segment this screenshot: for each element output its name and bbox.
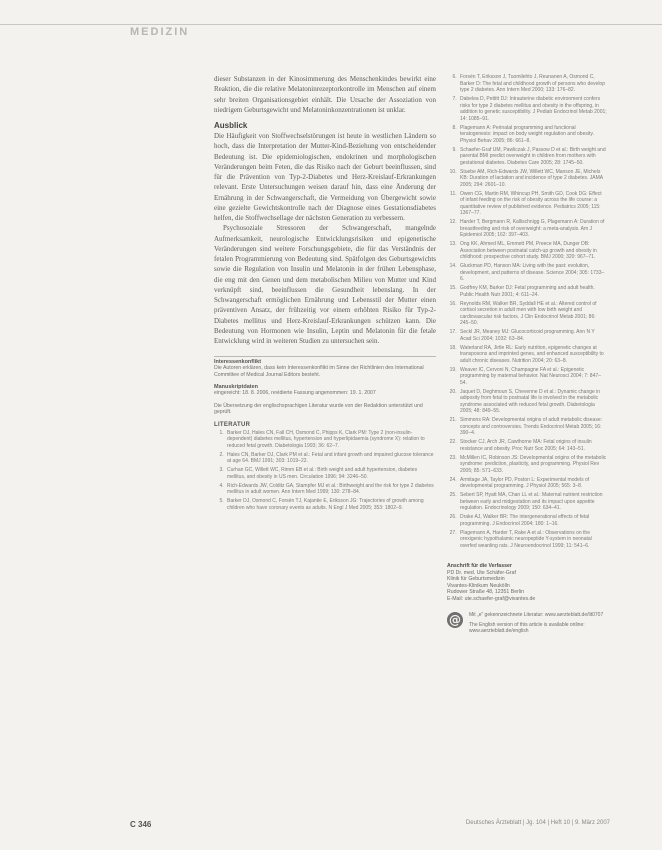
section-title: Ausblick bbox=[214, 121, 248, 130]
reference-item: 17. Seckl JR, Meaney MJ: Glucocorticoid programming. Ann N Y Acad Sci 2004; 1032: 63–84. bbox=[458, 329, 607, 342]
literature-title: LITERATUR bbox=[214, 421, 251, 428]
reference-item: 5. Barker DJ, Osmond C, Forsén TJ, Kajantie E, Eriksson JG: Trajectories of growth among children who have coronary events as adults. N Engl J Med 2005; 353: 1802–9. bbox=[225, 498, 436, 511]
page-number: C 346 bbox=[130, 820, 152, 829]
reference-item: 12. Harder T, Bergmann R, Kallischnigg G, Plagemann A: Duration of breastfeeding and risk of overweight: a meta-analysis. Am J Epidemiol 2005; 162: 397–403. bbox=[458, 219, 607, 239]
section-rubric: MEDIZIN bbox=[130, 26, 190, 38]
at-sign-icon: @ bbox=[449, 613, 461, 627]
reference-item: 11. Owen CG, Martin RM, Whincup PH, Smith GD, Cook DG: Effect of infant feeding on the risk of obesity across the life course: a quantitative review of published evidence. Pediatrics 2005; 115: 1367–77. bbox=[458, 191, 607, 217]
reference-item: 16. Reynolds RM, Walker BR, Syddall HE et al.: Altered control of cortisol secretion in adult men with low birth weight and cardiovascular risk factors. J Clin Endocrinol Metab 2001; 86: 245–50. bbox=[458, 301, 607, 327]
online-literature-link[interactable]: Mit „e“ gekennzeichnete Literatur: www.aerzteblatt.de/lit0707 bbox=[469, 612, 604, 618]
reference-item: 20. Jaquet D, Deghmoun S, Chevenne D et al.: Dynamic change in adiposity from fetal to postnatal life is involved in the metabolic syndrome associated with reduced fetal growth. Diabetologia 2005; 48: 849–55. bbox=[458, 389, 607, 415]
left-column bbox=[214, 74, 436, 514]
online-notice-text bbox=[469, 612, 609, 635]
reference-item: 23. McMillen IC, Robinson JS: Developmental origins of the metabolic syndrome: prediction, plasticity, and programming. Physiol Rev 2005; 85: 571–633. bbox=[458, 455, 607, 475]
english-version-link[interactable]: The English version of this article is available online: www.aerzteblatt.de/english bbox=[469, 621, 585, 634]
correspondence-address bbox=[447, 563, 607, 602]
reference-item: 24. Armitage JA, Taylor PD, Poston L: Experimental models of developmental programming. J Physiol 2005; 565: 3–8. bbox=[458, 477, 607, 490]
divider bbox=[214, 356, 436, 357]
address-line: Rudower Straße 48, 12351 Berlin bbox=[447, 589, 524, 595]
address-line: Vivantes-Klinikum Neukölln bbox=[447, 582, 510, 589]
journal-citation: Deutsches Ärzteblatt | Jg. 104 | Heft 10 | 9. März 2007 bbox=[465, 820, 610, 826]
reference-item: 9. Schaefer-Graf UM, Pawliczak J, Passow D et al.: Birth weight and parental BMI predict overweight in children from mothers with gestational diabetes. Diabetes Care 2005; 28: 1745–50. bbox=[458, 147, 607, 167]
right-column bbox=[447, 74, 607, 648]
reference-item: 10. Stuebe AM, Rich-Edwards JW, Willett WC, Manson JE, Michels KB: Duration of lactation and incidence of type 2 diabetes. JAMA 2005; 294: 2601–10. bbox=[458, 169, 607, 189]
reference-list-left bbox=[214, 430, 436, 512]
online-notice bbox=[447, 612, 607, 648]
address-line: Klinik für Geburtsmedizin bbox=[447, 576, 505, 582]
outlook-paragraph-1: Die Häufigkeit von Stoffwechselstörungen ist heute in westlichen Ländern so hoch, dass die Interpretation der Mutter-Kind-Beziehung von entscheidender Bedeutung ist. Die epidemiologischen, endokrinen und morphologischen Veränderungen beim Feten, die das Risiko nach der Geburt beeinflussen, sind für die Prävention von Typ-2-Diabetes und Herz-Kreislauf-Erkrankungen relevant. Erste Untersuchungen weisen darauf hin, dass eine Änderung der Ernährung in der Schwangerschaft, die Vermeidung von Übergewicht sowie eine gezielte Gewichtskontrolle nach der Diagnose eines Gestationsdiabetes helfen, die Stoffwechsellage der nächsten Generation zu verbessern. bbox=[214, 132, 436, 222]
reference-item: 1. Barker DJ, Hales CN, Fall CH, Osmond C, Phipps K, Clark PM: Type 2 (non-insulin-dependent) diabetes mellitus, hypertension and hyperlipidaemia (syndrome X): relation to reduced fetal growth. Diabetologia 1993; 36: 62–7. bbox=[225, 430, 436, 450]
address-line: PD Dr. med. Ute Schäfer-Graf bbox=[447, 569, 516, 576]
address-email[interactable]: E-Mail: ute.schaefer-graf@vivantes.de bbox=[447, 595, 536, 602]
reference-item: 8. Plagemann A: Perinatal programming and functional teratogenesis: impact on body weight regulation and obesity. Physiol Behav 2005; 86: 661–8. bbox=[458, 125, 607, 145]
translation-note: Die Übersetzung der englischsprachigen Literatur wurde von der Redaktion unterstützt und geprüft. bbox=[214, 402, 423, 416]
intro-paragraph: dieser Substanzen in der Kinosimmerung des Menschenkindes bewirkt eine Reaktion, die die relative Melatoninrezeptorkontrolle im Menschen auf einem sehr breiten Organisationsgebiet einhält. Die Ursache der Assoziation von niedrigem Geburtsgewicht und Melatoninkonzentrationen ist unklar. bbox=[214, 75, 436, 114]
header-rule bbox=[0, 24, 662, 39]
reference-item: 25. Sebert SP, Hyatt MA, Chan LL et al.: Maternal nutrient restriction between early and midgestation and its impact upon appetite regulation. Endocrinology 2009; 150: 634–41. bbox=[458, 492, 607, 512]
reference-item: 6. Forsén T, Eriksson J, Tuomilehto J, Reunanen A, Osmond C, Barker D: The fetal and childhood growth of persons who develop type 2 diabetes. Ann Intern Med 2000; 133: 176–82. bbox=[458, 74, 607, 94]
interest-text: Die Autoren erklären, dass kein Interessenkonflikt im Sinne der Richtlinien des International Committee of Medical Journal Editors besteht. bbox=[214, 365, 424, 378]
reference-item: 22. Stocker CJ, Arch JR, Cawthorne MA: Fetal origins of insulin resistance and obesity. Proc Nutr Soc 2005; 64: 143–51. bbox=[458, 439, 607, 452]
reference-item: 26. Drake AJ, Walker BR: The intergenerational effects of fetal programming. J Endocrinol 2004; 180: 1–16. bbox=[458, 514, 607, 527]
reference-item: 19. Weaver IC, Cervoni N, Champagne FA et al.: Epigenetic programming by maternal behavior. Nat Neurosci 2004; 7: 847–54. bbox=[458, 367, 607, 387]
reference-list-right bbox=[447, 74, 607, 549]
reference-item: 7. Dabelea D, Pettitt DJ: Intrauterine diabetic environment confers risks for type 2 diabetes mellitus and obesity in the offspring, in addition to genetic susceptibility. J Pediatr Endocrinol Metab 2001; 14: 1085–91. bbox=[458, 96, 607, 122]
reference-item: 15. Godfrey KM, Barker DJ: Fetal programming and adult health. Public Health Nutr 2001; 4: 611–24. bbox=[458, 285, 607, 298]
manuscript-text: eingereicht: 18. 8. 2006, revidierte Fassung angenommen: 19. 1. 2007 bbox=[214, 390, 376, 397]
outlook-paragraph-2: Psychosoziale Stressoren der Schwangerschaft, mangelnde Aufmerksamkeit, neurologische Entwicklungsrisiken und epigenetische Veränderungen sind weitere Forschungsgebiete, die für das Verständnis der fetalen Programmierung von Bedeutung sind. Spätfolgen des Geburtsgewichts sowie die Regulation von Insulin und Melatonin in der frühen Lebensphase, die eng mit den Genen und dem metabolischen Milieu von Mutter und Kind verknüpft sind, beeinflussen die Gesundheit lebenslang. In der Schwangerschaft ermöglichen Ernährung und Lebensstil der Mutter einen präventiven Ansatz, der frühzeitig vor einem erhöhten Risiko für Typ-2-Diabetes mellitus und Herz-Kreislauf-Erkrankungen schützen kann. Die Bedeutung von Hormonen wie Insulin, Leptin und Melatonin für die fetale Entwicklung wird in weiteren Studien zu untersuchen sein. bbox=[214, 224, 436, 345]
reference-item: 18. Waterland RA, Jirtle RL: Early nutrition, epigenetic changes at transposons and imprinted genes, and enhanced susceptibility to adult chronic diseases. Nutrition 2004; 20: 63–8. bbox=[458, 345, 607, 365]
reference-item: 21. Simmons RA: Developmental origins of adult metabolic disease: concepts and controversies. Trends Endocrinol Metab 2005; 16: 390–4. bbox=[458, 417, 607, 437]
interest-title: Interessenkonflikt bbox=[214, 359, 262, 366]
reference-item: 2. Hales CN, Barker DJ, Clark PM et al.: Fetal and infant growth and impaired glucose tolerance at age 64. BMJ 1991; 303: 1019–22. bbox=[225, 452, 436, 465]
reference-item: 13. Ong KK, Ahmed ML, Emmett PM, Preece MA, Dunger DB: Association between postnatal catch-up growth and obesity in childhood: prospective cohort study. BMJ 2000; 320: 967–71. bbox=[458, 241, 607, 261]
manuscript-title: Manuskriptdaten bbox=[214, 384, 259, 391]
reference-item: 3. Curhan GC, Willett WC, Rimm EB et al.: Birth weight and adult hypertension, diabetes mellitus, and obesity in US men. Circulation 1996; 94: 3246–50. bbox=[225, 467, 436, 480]
reference-item: 4. Rich-Edwards JW, Colditz GA, Stampfer MJ et al.: Birthweight and the risk for type 2 diabetes mellitus in adult women. Ann Intern Med 1999; 130: 278–84. bbox=[225, 483, 436, 496]
reference-item: 27. Plagemann A, Harder T, Rake A et al.: Observations on the orexigenic hypothalamic neuropeptide Y-system in neonatal overfed weanling rats. J Neuroendocrinol 1999; 11: 541–6. bbox=[458, 530, 607, 550]
reference-item: 14. Gluckman PD, Hanson MA: Living with the past: evolution, development, and patterns of disease. Science 2004; 305: 1733–6. bbox=[458, 263, 607, 283]
address-title: Anschrift für die Verfasser bbox=[447, 563, 512, 569]
